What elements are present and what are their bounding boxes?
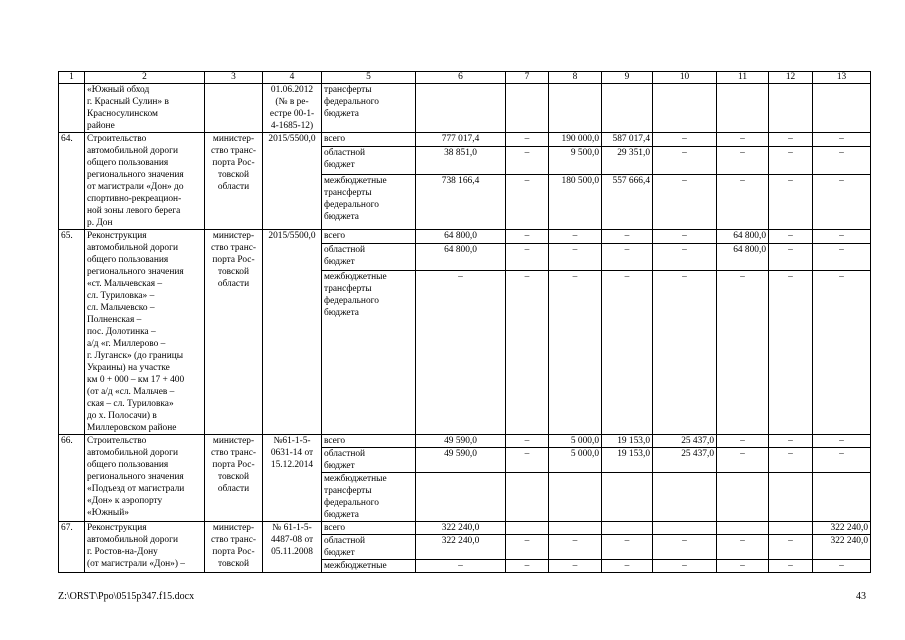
source: всего (322, 133, 416, 147)
value-cell: 738 166,4 (416, 175, 506, 230)
object-name: Реконструкция автомобильной дороги общего пользования регионального значения «ст. Мальчевская – сл. Туриловка» – сл. Мальчевско – Полненская – пос. Долотинка – а/д «г. Миллерово – г. Луганск» (до границы Украины) на участке км 0 + 000 – км 17 + 400 (от а/д «сл. Мальчев – ская – сл. Туриловка» до х. Полосачи) в Миллеровском районе (85, 230, 205, 435)
document: 2015/5500,0 (263, 133, 322, 230)
header-cell: 11 (717, 72, 769, 84)
source: межбюджетные трансферты федерального бюджета (322, 175, 416, 230)
header-cell: 12 (769, 72, 813, 84)
value-cell (549, 84, 602, 133)
row-number: 65. (59, 230, 85, 435)
value-cell: – (549, 535, 602, 560)
value-cell: – (602, 535, 653, 560)
table-row (59, 435, 871, 448)
table-row (59, 133, 871, 147)
value-cell: 25 437,0 (653, 448, 717, 473)
value-cell: 5 000,0 (549, 448, 602, 473)
value-cell: 557 666,4 (602, 175, 653, 230)
value-cell (416, 473, 506, 522)
value-cell: – (602, 560, 653, 573)
value-cell: 322 240,0 (416, 535, 506, 560)
value-cell: – (813, 244, 871, 271)
value-cell: – (653, 244, 717, 271)
value-cell (717, 522, 769, 535)
value-cell: – (653, 535, 717, 560)
value-cell (602, 473, 653, 522)
header-cell: 10 (653, 72, 717, 84)
value-cell: – (602, 271, 653, 435)
responsible: министер- ство транс- порта Рос- товской области (205, 435, 263, 522)
value-cell: 64 800,0 (416, 230, 506, 244)
value-cell: – (506, 175, 549, 230)
value-cell (769, 522, 813, 535)
source: межбюджетные трансферты федерального бюджета (322, 271, 416, 435)
value-cell: – (813, 230, 871, 244)
header-cell: 13 (813, 72, 871, 84)
object-name: Реконструкция автомобильной дороги г. Ростов-на-Дону (от магистрали «Дон») – (85, 522, 205, 573)
table-row (59, 522, 871, 535)
value-cell: – (653, 147, 717, 175)
value-cell: 322 240,0 (813, 522, 871, 535)
value-cell: – (506, 271, 549, 435)
document: №61-1-5- 0631-14 от 15.12.2014 (263, 435, 322, 522)
value-cell: – (506, 230, 549, 244)
source: всего (322, 435, 416, 448)
object-name: Строительство автомобильной дороги общего пользования регионального значения «Подъезд от магистрали «Дон» к аэропорту «Южный» (85, 435, 205, 522)
header-cell: 5 (322, 72, 416, 84)
value-cell: 322 240,0 (813, 535, 871, 560)
header-cell: 2 (85, 72, 205, 84)
value-cell (602, 84, 653, 133)
source: межбюджетные трансферты федерального бюджета (322, 473, 416, 522)
value-cell: – (717, 448, 769, 473)
value-cell (717, 473, 769, 522)
header-cell: 6 (416, 72, 506, 84)
value-cell: 38 851,0 (416, 147, 506, 175)
program-table (58, 71, 871, 573)
value-cell: – (769, 560, 813, 573)
value-cell: – (717, 560, 769, 573)
value-cell: 777 017,4 (416, 133, 506, 147)
source: областной бюджет (322, 448, 416, 473)
value-cell: – (769, 133, 813, 147)
source: областной бюджет (322, 244, 416, 271)
value-cell: – (769, 175, 813, 230)
value-cell: – (769, 535, 813, 560)
value-cell: – (769, 435, 813, 448)
value-cell: 64 800,0 (416, 244, 506, 271)
value-cell: 25 437,0 (653, 435, 717, 448)
value-cell: – (549, 560, 602, 573)
value-cell: – (506, 535, 549, 560)
value-cell: – (506, 133, 549, 147)
value-cell: – (549, 230, 602, 244)
value-cell: 19 153,0 (602, 435, 653, 448)
value-cell: – (506, 448, 549, 473)
row-number: 67. (59, 522, 85, 573)
header-row (59, 72, 871, 84)
row-number (59, 84, 85, 133)
row-number: 66. (59, 435, 85, 522)
value-cell: 64 800,0 (717, 244, 769, 271)
value-cell (416, 84, 506, 133)
value-cell: – (717, 133, 769, 147)
table-row (59, 230, 871, 244)
value-cell (506, 522, 549, 535)
value-cell: – (813, 133, 871, 147)
header-cell: 8 (549, 72, 602, 84)
value-cell: – (769, 230, 813, 244)
value-cell: – (813, 448, 871, 473)
value-cell: – (416, 271, 506, 435)
value-cell: – (769, 448, 813, 473)
source: трансферты федерального бюджета (322, 84, 416, 133)
value-cell: 322 240,0 (416, 522, 506, 535)
value-cell: – (653, 230, 717, 244)
value-cell (653, 522, 717, 535)
header-cell: 3 (205, 72, 263, 84)
document: № 61-1-5- 4487-08 от 05.11.2008 (263, 522, 322, 573)
header-cell: 1 (59, 72, 85, 84)
value-cell: 29 351,0 (602, 147, 653, 175)
responsible: министер- ство транс- порта Рос- товской области (205, 133, 263, 230)
value-cell (653, 84, 717, 133)
value-cell: 49 590,0 (416, 435, 506, 448)
value-cell: – (602, 230, 653, 244)
value-cell (549, 473, 602, 522)
value-cell: 180 500,0 (549, 175, 602, 230)
value-cell: – (549, 244, 602, 271)
value-cell: 587 017,4 (602, 133, 653, 147)
value-cell: 190 000,0 (549, 133, 602, 147)
header-cell: 4 (263, 72, 322, 84)
value-cell (653, 473, 717, 522)
value-cell: 5 000,0 (549, 435, 602, 448)
document: 01.06.2012 (№ в ре- естре 00-1- 4-1685-12) (263, 84, 322, 133)
responsible (205, 84, 263, 133)
value-cell (506, 473, 549, 522)
value-cell: – (653, 271, 717, 435)
value-cell: – (653, 133, 717, 147)
value-cell: – (813, 560, 871, 573)
value-cell: – (506, 560, 549, 573)
value-cell: – (416, 560, 506, 573)
object-name: «Южный обход г. Красный Сулин» в Красносулинском районе (85, 84, 205, 133)
value-cell: 64 800,0 (717, 230, 769, 244)
value-cell: – (506, 147, 549, 175)
document: 2015/5500,0 (263, 230, 322, 435)
value-cell: – (506, 244, 549, 271)
value-cell (717, 84, 769, 133)
value-cell: 19 153,0 (602, 448, 653, 473)
value-cell (549, 522, 602, 535)
source: областной бюджет (322, 147, 416, 175)
responsible: министер- ство транс- порта Рос- товской области (205, 230, 263, 435)
source: всего (322, 230, 416, 244)
value-cell: – (769, 271, 813, 435)
source: межбюджетные (322, 560, 416, 573)
value-cell: – (813, 175, 871, 230)
value-cell: – (813, 435, 871, 448)
value-cell (602, 522, 653, 535)
page-number: 43 (856, 591, 866, 602)
row-number: 64. (59, 133, 85, 230)
value-cell: – (717, 535, 769, 560)
value-cell: – (769, 147, 813, 175)
value-cell: – (717, 271, 769, 435)
table-row (59, 84, 871, 133)
value-cell: – (653, 560, 717, 573)
value-cell: – (717, 435, 769, 448)
value-cell: 9 500,0 (549, 147, 602, 175)
value-cell: – (769, 244, 813, 271)
value-cell (813, 473, 871, 522)
value-cell (813, 84, 871, 133)
source: всего (322, 522, 416, 535)
value-cell: – (549, 271, 602, 435)
value-cell: – (602, 244, 653, 271)
value-cell (769, 473, 813, 522)
footer-file-path: Z:\ORST\Ppo\0515p347.f15.docx (58, 591, 195, 602)
header-cell: 7 (506, 72, 549, 84)
value-cell: – (717, 147, 769, 175)
value-cell: – (813, 147, 871, 175)
value-cell: – (813, 271, 871, 435)
value-cell: – (506, 435, 549, 448)
value-cell (506, 84, 549, 133)
value-cell: – (717, 175, 769, 230)
responsible: министер- ство транс- порта Рос- товской (205, 522, 263, 573)
value-cell (769, 84, 813, 133)
header-cell: 9 (602, 72, 653, 84)
object-name: Строительство автомобильной дороги общего пользования регионального значения от магистрали «Дон» до спортивно-рекреацион- ной зоны левого берега р. Дон (85, 133, 205, 230)
value-cell: 49 590,0 (416, 448, 506, 473)
source: областной бюджет (322, 535, 416, 560)
value-cell: – (653, 175, 717, 230)
